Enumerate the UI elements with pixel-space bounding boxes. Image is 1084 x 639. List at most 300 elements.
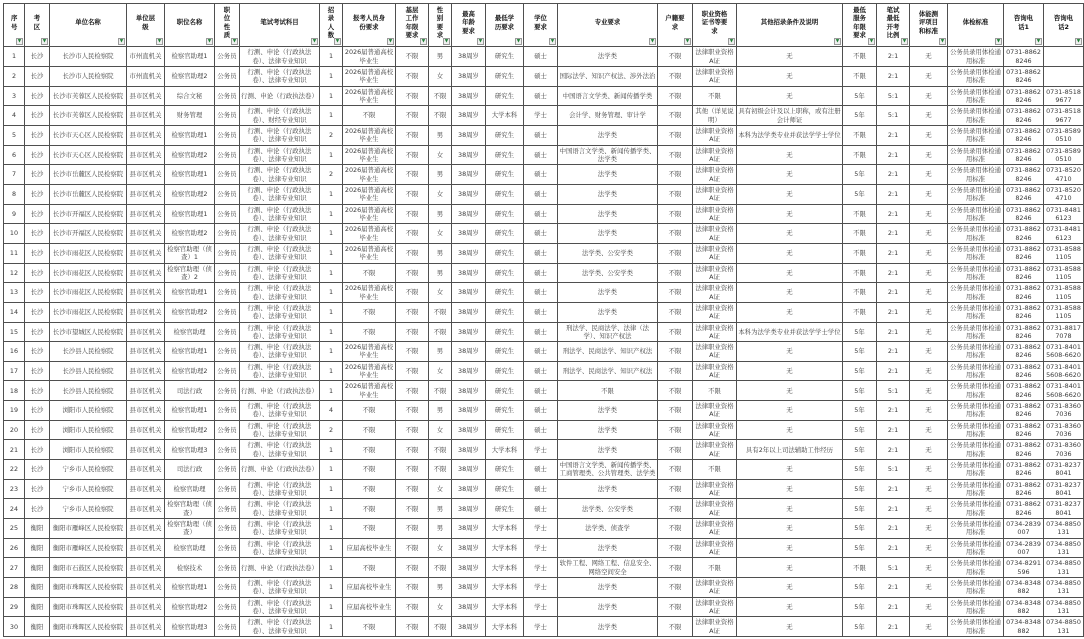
cell-household-requirement: 不限 xyxy=(658,479,693,499)
cell-health-check-standard: 公务员录用体检通用标准 xyxy=(948,86,1004,106)
cell-max-age-requirement: 38周岁 xyxy=(452,361,486,381)
cell-min-education-requirement: 大学本科 xyxy=(486,617,524,637)
cell-exam-subjects: 行测、申论（行政执法卷）、法律专业知识 xyxy=(240,302,320,322)
cell-physical-test-standard: 无 xyxy=(910,47,948,67)
cell-max-age-requirement: 38周岁 xyxy=(452,597,486,617)
cell-grassroots-years-requirement: 不限 xyxy=(396,401,429,421)
cell-unit-level: 县市区机关 xyxy=(127,302,165,322)
cell-min-exam-ratio: 2:1 xyxy=(877,145,910,165)
cell-max-age-requirement: 38周岁 xyxy=(452,617,486,637)
filter-dropdown-icon[interactable]: ▼ xyxy=(650,38,655,44)
cell-health-check-standard: 公务员录用体检通用标准 xyxy=(948,184,1004,204)
cell-min-service-years: 5年 xyxy=(843,184,877,204)
table-row xyxy=(4,302,1084,322)
cell-phone-2: 0731-83607036 xyxy=(1044,420,1084,440)
cell-phone-2: 0731-82378041 xyxy=(1044,499,1084,519)
cell-certificate-requirement: 不限 xyxy=(693,558,737,578)
cell-phone-2: 0731-85881105 xyxy=(1044,283,1084,303)
cell-identity-requirement: 2026届普通高校毕业生 xyxy=(343,184,396,204)
column-header-phone-2: 咨询电话2 ▼ xyxy=(1044,4,1084,47)
cell-unit-level: 县市区机关 xyxy=(127,342,165,362)
cell-identity-requirement: 不限 xyxy=(343,263,396,283)
cell-gender-requirement: 女 xyxy=(429,66,452,86)
filter-dropdown-icon[interactable]: ▼ xyxy=(335,38,340,44)
cell-region: 长沙 xyxy=(25,499,50,519)
cell-position-type: 公务员 xyxy=(215,86,240,106)
cell-certificate-requirement: 法律职业资格A证 xyxy=(693,519,737,539)
cell-position-type: 公务员 xyxy=(215,401,240,421)
cell-min-exam-ratio: 2:1 xyxy=(877,47,910,67)
cell-gender-requirement: 女 xyxy=(429,538,452,558)
table-row xyxy=(4,66,1084,86)
cell-health-check-standard: 公务员录用体检通用标准 xyxy=(948,263,1004,283)
cell-unit-name: 长沙市芙蓉区人民检察院 xyxy=(50,86,127,106)
cell-seq: 5 xyxy=(4,125,25,145)
recruitment-positions-table xyxy=(3,3,1084,637)
cell-position-name: 检察技术 xyxy=(165,558,215,578)
cell-degree-requirement: 硕士 xyxy=(524,322,558,342)
filter-dropdown-icon[interactable]: ▼ xyxy=(685,38,690,44)
cell-recruit-count: 1 xyxy=(320,519,343,539)
cell-major-requirement: 法学类 xyxy=(558,597,658,617)
filter-dropdown-icon[interactable]: ▼ xyxy=(902,38,907,44)
filter-dropdown-icon[interactable]: ▼ xyxy=(312,38,317,44)
cell-position-type: 公务员 xyxy=(215,342,240,362)
filter-dropdown-icon[interactable]: ▼ xyxy=(17,38,22,44)
cell-gender-requirement: 男 xyxy=(429,243,452,263)
cell-seq: 10 xyxy=(4,224,25,244)
cell-physical-test-standard: 无 xyxy=(910,145,948,165)
cell-min-education-requirement: 研究生 xyxy=(486,243,524,263)
cell-gender-requirement: 不限 xyxy=(429,440,452,460)
cell-degree-requirement: 学士 xyxy=(524,558,558,578)
cell-max-age-requirement: 38周岁 xyxy=(452,86,486,106)
cell-health-check-standard: 公务员录用体检通用标准 xyxy=(948,519,1004,539)
cell-min-education-requirement: 研究生 xyxy=(486,420,524,440)
cell-phone-2: 0731-85881105 xyxy=(1044,243,1084,263)
cell-unit-name: 衡阳市石鼓区人民检察院 xyxy=(50,558,127,578)
cell-major-requirement: 软件工程、网络工程、信息安全、网络空间安全 xyxy=(558,558,658,578)
cell-exam-subjects: 行测、申论（行政执法卷）、法律专业知识 xyxy=(240,361,320,381)
cell-physical-test-standard: 无 xyxy=(910,165,948,185)
cell-exam-subjects: 行测、申论（行政执法卷）、法律专业知识 xyxy=(240,519,320,539)
cell-household-requirement: 不限 xyxy=(658,263,693,283)
cell-unit-name: 长沙市芙蓉区人民检察院 xyxy=(50,106,127,126)
cell-grassroots-years-requirement: 不限 xyxy=(396,499,429,519)
filter-dropdown-icon[interactable]: ▼ xyxy=(119,38,124,44)
cell-household-requirement: 不限 xyxy=(658,165,693,185)
column-header-unit-level: 单位层级 ▼ xyxy=(127,4,165,47)
cell-major-requirement: 法学类 xyxy=(558,617,658,637)
cell-recruit-count: 1 xyxy=(320,302,343,322)
cell-certificate-requirement: 法律职业资格A证 xyxy=(693,322,737,342)
cell-identity-requirement: 2026届普通高校毕业生 xyxy=(343,243,396,263)
cell-household-requirement: 不限 xyxy=(658,440,693,460)
cell-health-check-standard: 公务员录用体检通用标准 xyxy=(948,47,1004,67)
cell-grassroots-years-requirement: 不限 xyxy=(396,243,429,263)
cell-exam-subjects: 行测、申论（行政执法卷）、法律专业知识 xyxy=(240,440,320,460)
cell-degree-requirement: 硕士 xyxy=(524,86,558,106)
filter-dropdown-icon[interactable]: ▼ xyxy=(729,38,734,44)
cell-identity-requirement: 不限 xyxy=(343,558,396,578)
table-row xyxy=(4,184,1084,204)
cell-exam-subjects: 行测、申论（行政执法卷）、法律专业知识 xyxy=(240,66,320,86)
cell-identity-requirement: 2026届普通高校毕业生 xyxy=(343,125,396,145)
cell-degree-requirement: 硕士 xyxy=(524,401,558,421)
cell-recruit-count: 1 xyxy=(320,538,343,558)
cell-certificate-requirement: 法律职业资格A证 xyxy=(693,401,737,421)
cell-unit-name: 宁乡市人民检察院 xyxy=(50,460,127,480)
cell-phone-2: 0731-85881105 xyxy=(1044,302,1084,322)
cell-unit-level: 县市区机关 xyxy=(127,558,165,578)
cell-health-check-standard: 公务员录用体检通用标准 xyxy=(948,401,1004,421)
cell-certificate-requirement: 法律职业资格A证 xyxy=(693,204,737,224)
cell-region: 长沙 xyxy=(25,106,50,126)
cell-recruit-count: 1 xyxy=(320,558,343,578)
cell-gender-requirement: 不限 xyxy=(429,86,452,106)
cell-degree-requirement: 硕士 xyxy=(524,47,558,67)
cell-household-requirement: 不限 xyxy=(658,47,693,67)
table-row xyxy=(4,499,1084,519)
cell-other-conditions: 无 xyxy=(737,479,843,499)
cell-identity-requirement: 2026届普通高校毕业生 xyxy=(343,86,396,106)
cell-min-service-years: 5年 xyxy=(843,322,877,342)
cell-grassroots-years-requirement: 不限 xyxy=(396,597,429,617)
column-header-position-type: 职位性质 ▼ xyxy=(215,4,240,47)
cell-household-requirement: 不限 xyxy=(658,342,693,362)
table-row xyxy=(4,401,1084,421)
cell-seq: 16 xyxy=(4,342,25,362)
cell-degree-requirement: 硕士 xyxy=(524,145,558,165)
cell-recruit-count: 1 xyxy=(320,86,343,106)
cell-degree-requirement: 学士 xyxy=(524,106,558,126)
table-row xyxy=(4,460,1084,480)
cell-identity-requirement: 不限 xyxy=(343,617,396,637)
cell-region: 长沙 xyxy=(25,322,50,342)
cell-grassroots-years-requirement: 不限 xyxy=(396,538,429,558)
cell-household-requirement: 不限 xyxy=(658,578,693,598)
cell-recruit-count: 1 xyxy=(320,342,343,362)
cell-phone-2: 0734-8850131 xyxy=(1044,578,1084,598)
cell-position-type: 公务员 xyxy=(215,519,240,539)
cell-min-exam-ratio: 2:1 xyxy=(877,184,910,204)
cell-identity-requirement: 不限 xyxy=(343,440,396,460)
cell-max-age-requirement: 38周岁 xyxy=(452,263,486,283)
cell-grassroots-years-requirement: 不限 xyxy=(396,361,429,381)
cell-health-check-standard: 公务员录用体检通用标准 xyxy=(948,283,1004,303)
cell-min-service-years: 不限 xyxy=(843,283,877,303)
cell-position-name: 检察官助理2 xyxy=(165,184,215,204)
table-row xyxy=(4,86,1084,106)
cell-other-conditions: 无 xyxy=(737,401,843,421)
cell-household-requirement: 不限 xyxy=(658,302,693,322)
cell-unit-level: 县市区机关 xyxy=(127,519,165,539)
cell-physical-test-standard: 无 xyxy=(910,342,948,362)
cell-other-conditions: 无 xyxy=(737,342,843,362)
table-row xyxy=(4,47,1084,67)
cell-position-type: 公务员 xyxy=(215,499,240,519)
cell-phone-1: 0731-88628246 xyxy=(1004,224,1044,244)
cell-region: 长沙 xyxy=(25,263,50,283)
cell-phone-1: 0734-8291596 xyxy=(1004,558,1044,578)
cell-min-service-years: 5年 xyxy=(843,86,877,106)
column-header-min-exam-ratio: 笔试最低开考比例 ▼ xyxy=(877,4,910,47)
cell-certificate-requirement: 法律职业资格A证 xyxy=(693,597,737,617)
cell-exam-subjects: 行测、申论（行政执法卷）、法律专业知识 xyxy=(240,184,320,204)
cell-min-service-years: 5年 xyxy=(843,381,877,401)
filter-dropdown-icon[interactable]: ▼ xyxy=(478,38,483,44)
filter-dropdown-icon[interactable]: ▼ xyxy=(42,38,47,44)
cell-unit-name: 长沙市开福区人民检察院 xyxy=(50,204,127,224)
table-row xyxy=(4,263,1084,283)
cell-unit-level: 县市区机关 xyxy=(127,538,165,558)
table-row xyxy=(4,597,1084,617)
cell-household-requirement: 不限 xyxy=(658,86,693,106)
cell-household-requirement: 不限 xyxy=(658,283,693,303)
filter-dropdown-icon[interactable]: ▼ xyxy=(207,38,212,44)
cell-certificate-requirement: 法律职业资格A证 xyxy=(693,145,737,165)
cell-major-requirement: 法学类 xyxy=(558,420,658,440)
filter-dropdown-icon[interactable]: ▼ xyxy=(996,38,1001,44)
cell-gender-requirement: 女 xyxy=(429,145,452,165)
cell-min-service-years: 5年 xyxy=(843,440,877,460)
cell-exam-subjects: 行测、申论（行政执法卷）、法律专业知识 xyxy=(240,578,320,598)
cell-region: 长沙 xyxy=(25,145,50,165)
cell-gender-requirement: 女 xyxy=(429,361,452,381)
cell-recruit-count: 4 xyxy=(320,401,343,421)
cell-exam-subjects: 行测、申论（行政执法卷）、法律专业知识 xyxy=(240,145,320,165)
cell-min-education-requirement: 研究生 xyxy=(486,145,524,165)
cell-min-exam-ratio: 2:1 xyxy=(877,322,910,342)
cell-gender-requirement: 女 xyxy=(429,224,452,244)
cell-max-age-requirement: 38周岁 xyxy=(452,479,486,499)
cell-seq: 23 xyxy=(4,479,25,499)
filter-dropdown-icon[interactable]: ▼ xyxy=(550,38,555,44)
cell-degree-requirement: 硕士 xyxy=(524,165,558,185)
cell-position-name: 检察官助理（侦查） xyxy=(165,499,215,519)
cell-region: 长沙 xyxy=(25,440,50,460)
cell-phone-1: 0731-88628246 xyxy=(1004,106,1044,126)
cell-position-type: 公务员 xyxy=(215,361,240,381)
cell-seq: 27 xyxy=(4,558,25,578)
cell-major-requirement: 法学类 xyxy=(558,538,658,558)
cell-major-requirement: 不限 xyxy=(558,381,658,401)
cell-degree-requirement: 学士 xyxy=(524,597,558,617)
cell-region: 长沙 xyxy=(25,224,50,244)
cell-health-check-standard: 公务员录用体检通用标准 xyxy=(948,420,1004,440)
cell-min-service-years: 5年 xyxy=(843,597,877,617)
cell-region: 长沙 xyxy=(25,283,50,303)
cell-max-age-requirement: 38周岁 xyxy=(452,401,486,421)
filter-dropdown-icon[interactable]: ▼ xyxy=(421,38,426,44)
cell-other-conditions: 无 xyxy=(737,519,843,539)
filter-dropdown-icon[interactable]: ▼ xyxy=(388,38,393,44)
cell-unit-level: 市州直机关 xyxy=(127,66,165,86)
cell-unit-name: 长沙市天心区人民检察院 xyxy=(50,145,127,165)
cell-certificate-requirement: 其他（详见说明） xyxy=(693,106,737,126)
cell-major-requirement: 法学类、公安学类 xyxy=(558,263,658,283)
cell-min-exam-ratio: 2:1 xyxy=(877,165,910,185)
cell-grassroots-years-requirement: 不限 xyxy=(396,165,429,185)
cell-unit-level: 县市区机关 xyxy=(127,204,165,224)
cell-household-requirement: 不限 xyxy=(658,499,693,519)
cell-unit-name: 衡阳市珠晖区人民检察院 xyxy=(50,617,127,637)
cell-unit-name: 长沙市岳麓区人民检察院 xyxy=(50,184,127,204)
cell-position-type: 公务员 xyxy=(215,322,240,342)
cell-position-name: 检察官助理1 xyxy=(165,125,215,145)
cell-other-conditions: 无 xyxy=(737,538,843,558)
cell-major-requirement: 法学类 xyxy=(558,578,658,598)
cell-phone-1: 0734-2839007 xyxy=(1004,519,1044,539)
cell-seq: 18 xyxy=(4,381,25,401)
cell-household-requirement: 不限 xyxy=(658,361,693,381)
filter-dropdown-icon[interactable]: ▼ xyxy=(940,38,945,44)
cell-seq: 11 xyxy=(4,243,25,263)
cell-identity-requirement: 2026届普通高校毕业生 xyxy=(343,381,396,401)
filter-dropdown-icon[interactable]: ▼ xyxy=(1076,38,1081,44)
cell-min-exam-ratio: 2:1 xyxy=(877,66,910,86)
cell-other-conditions: 无 xyxy=(737,597,843,617)
cell-household-requirement: 不限 xyxy=(658,106,693,126)
filter-dropdown-icon[interactable]: ▼ xyxy=(232,38,237,44)
cell-seq: 22 xyxy=(4,460,25,480)
filter-dropdown-icon[interactable]: ▼ xyxy=(516,38,521,44)
column-header-gender-requirement: 性别要求 ▼ xyxy=(429,4,452,47)
cell-unit-name: 长沙市雨花区人民检察院 xyxy=(50,302,127,322)
filter-dropdown-icon[interactable]: ▼ xyxy=(157,38,162,44)
cell-certificate-requirement: 法律职业资格A证 xyxy=(693,440,737,460)
column-header-recruit-count: 招录人数 ▼ xyxy=(320,4,343,47)
cell-major-requirement: 法学类 xyxy=(558,440,658,460)
cell-grassroots-years-requirement: 不限 xyxy=(396,106,429,126)
cell-unit-level: 县市区机关 xyxy=(127,263,165,283)
cell-unit-level: 县市区机关 xyxy=(127,125,165,145)
cell-physical-test-standard: 无 xyxy=(910,479,948,499)
cell-health-check-standard: 公务员录用体检通用标准 xyxy=(948,479,1004,499)
cell-min-exam-ratio: 2:1 xyxy=(877,499,910,519)
cell-gender-requirement: 男 xyxy=(429,519,452,539)
cell-gender-requirement: 男 xyxy=(429,204,452,224)
cell-phone-1: 0731-88628246 xyxy=(1004,125,1044,145)
cell-position-type: 公务员 xyxy=(215,165,240,185)
cell-max-age-requirement: 38周岁 xyxy=(452,342,486,362)
cell-region: 长沙 xyxy=(25,381,50,401)
cell-phone-1: 0734-8348882 xyxy=(1004,578,1044,598)
cell-min-education-requirement: 大学本科 xyxy=(486,538,524,558)
cell-degree-requirement: 硕士 xyxy=(524,420,558,440)
cell-other-conditions: 无 xyxy=(737,283,843,303)
cell-certificate-requirement: 法律职业资格A证 xyxy=(693,499,737,519)
column-header-household-requirement: 户籍要求 ▼ xyxy=(658,4,693,47)
cell-max-age-requirement: 38周岁 xyxy=(452,204,486,224)
cell-phone-2: 0731-85890510 xyxy=(1044,145,1084,165)
cell-unit-level: 县市区机关 xyxy=(127,361,165,381)
cell-certificate-requirement: 法律职业资格A证 xyxy=(693,538,737,558)
cell-certificate-requirement: 法律职业资格A证 xyxy=(693,263,737,283)
cell-grassroots-years-requirement: 不限 xyxy=(396,420,429,440)
cell-position-type: 公务员 xyxy=(215,204,240,224)
cell-certificate-requirement: 法律职业资格A证 xyxy=(693,342,737,362)
cell-min-service-years: 5年 xyxy=(843,401,877,421)
cell-household-requirement: 不限 xyxy=(658,204,693,224)
cell-seq: 15 xyxy=(4,322,25,342)
cell-max-age-requirement: 38周岁 xyxy=(452,558,486,578)
cell-position-name: 财务管理 xyxy=(165,106,215,126)
cell-identity-requirement: 不限 xyxy=(343,401,396,421)
cell-unit-level: 县市区机关 xyxy=(127,617,165,637)
cell-unit-level: 县市区机关 xyxy=(127,460,165,480)
cell-position-type: 公务员 xyxy=(215,66,240,86)
column-header-major-requirement: 专业要求 ▼ xyxy=(558,4,658,47)
cell-unit-name: 衡阳市雁峰区人民检察院 xyxy=(50,538,127,558)
table-row xyxy=(4,283,1084,303)
filter-dropdown-icon[interactable]: ▼ xyxy=(1036,38,1041,44)
cell-grassroots-years-requirement: 不限 xyxy=(396,460,429,480)
cell-exam-subjects: 行测、申论（行政执法卷）、法律专业知识 xyxy=(240,499,320,519)
cell-min-service-years: 不限 xyxy=(843,125,877,145)
cell-recruit-count: 1 xyxy=(320,361,343,381)
cell-max-age-requirement: 38周岁 xyxy=(452,47,486,67)
cell-min-education-requirement: 研究生 xyxy=(486,302,524,322)
cell-major-requirement: 会计学、财务管理、审计学 xyxy=(558,106,658,126)
cell-position-type: 公务员 xyxy=(215,263,240,283)
cell-max-age-requirement: 38周岁 xyxy=(452,165,486,185)
cell-seq: 7 xyxy=(4,165,25,185)
cell-unit-name: 长沙县人民检察院 xyxy=(50,361,127,381)
cell-unit-level: 县市区机关 xyxy=(127,381,165,401)
cell-unit-level: 县市区机关 xyxy=(127,184,165,204)
cell-gender-requirement: 男 xyxy=(429,263,452,283)
cell-region: 长沙 xyxy=(25,86,50,106)
cell-physical-test-standard: 无 xyxy=(910,597,948,617)
cell-certificate-requirement: 不限 xyxy=(693,86,737,106)
cell-degree-requirement: 学士 xyxy=(524,578,558,598)
cell-position-name: 检察官助理 xyxy=(165,538,215,558)
cell-other-conditions: 无 xyxy=(737,86,843,106)
cell-region: 衡阳 xyxy=(25,617,50,637)
cell-identity-requirement: 2026届普通高校毕业生 xyxy=(343,66,396,86)
cell-health-check-standard: 公务员录用体检通用标准 xyxy=(948,125,1004,145)
cell-health-check-standard: 公务员录用体检通用标准 xyxy=(948,617,1004,637)
cell-grassroots-years-requirement: 不限 xyxy=(396,145,429,165)
cell-exam-subjects: 行测、申论（行政执法卷）、财经专业知识 xyxy=(240,106,320,126)
filter-dropdown-icon[interactable]: ▼ xyxy=(835,38,840,44)
filter-dropdown-icon[interactable]: ▼ xyxy=(869,38,874,44)
cell-household-requirement: 不限 xyxy=(658,145,693,165)
cell-seq: 13 xyxy=(4,283,25,303)
cell-major-requirement: 中国语言文学类、新闻传播学类、法学类 xyxy=(558,145,658,165)
cell-gender-requirement: 女 xyxy=(429,420,452,440)
cell-exam-subjects: 行测、申论（行政执法卷）、法律专业知识 xyxy=(240,165,320,185)
cell-unit-name: 衡阳市雁峰区人民检察院 xyxy=(50,519,127,539)
cell-position-type: 公务员 xyxy=(215,440,240,460)
cell-identity-requirement: 2026届普通高校毕业生 xyxy=(343,165,396,185)
cell-phone-1: 0734-8348882 xyxy=(1004,597,1044,617)
filter-dropdown-icon[interactable]: ▼ xyxy=(444,38,449,44)
cell-unit-name: 浏阳市人民检察院 xyxy=(50,440,127,460)
cell-grassroots-years-requirement: 不限 xyxy=(396,322,429,342)
cell-major-requirement: 法学类 xyxy=(558,47,658,67)
cell-physical-test-standard: 无 xyxy=(910,86,948,106)
table-row xyxy=(4,165,1084,185)
cell-household-requirement: 不限 xyxy=(658,184,693,204)
cell-phone-1: 0731-88628246 xyxy=(1004,204,1044,224)
cell-major-requirement: 法学类 xyxy=(558,204,658,224)
cell-physical-test-standard: 无 xyxy=(910,322,948,342)
cell-phone-1: 0731-88628246 xyxy=(1004,342,1044,362)
cell-unit-name: 浏阳市人民检察院 xyxy=(50,420,127,440)
cell-exam-subjects: 行测、申论（行政执法卷）、法律专业知识 xyxy=(240,224,320,244)
